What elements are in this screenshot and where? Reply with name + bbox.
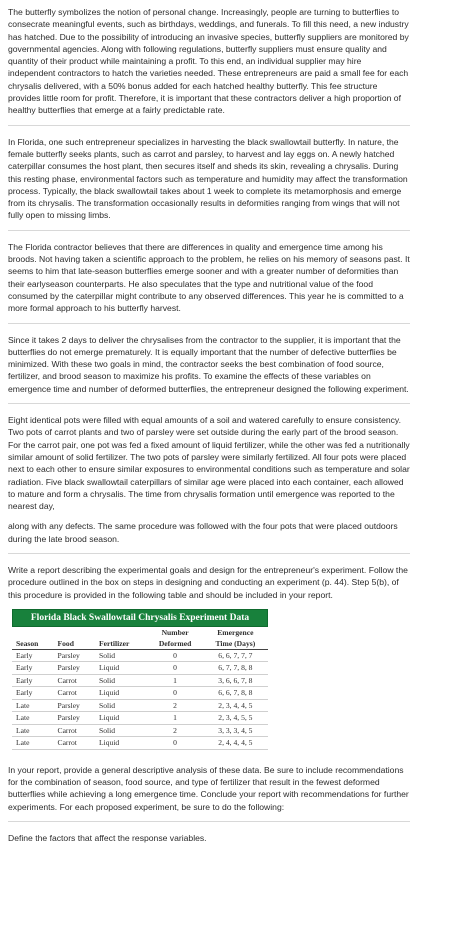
cell-fertilizer: Solid [95,674,147,687]
cell-deformed: 0 [147,737,202,750]
data-table [12,627,268,750]
cell-deformed: 0 [147,662,202,675]
paragraph-define-factors: Define the factors that affect the response variables. [8,833,207,844]
cell-fertilizer: Solid [95,724,147,737]
cell-season: Early [12,662,54,675]
cell-season: Late [12,724,54,737]
paragraph-divider [8,553,410,554]
cell-season: Late [12,699,54,712]
cell-fertilizer: Liquid [95,687,147,700]
cell-season: Late [12,737,54,750]
cell-deformed: 0 [147,649,202,662]
table-row [12,724,268,737]
header-deformed: Deformed [147,638,202,650]
cell-time: 2, 3, 4, 4, 5 [203,699,268,712]
cell-season: Early [12,687,54,700]
cell-time: 6, 6, 7, 7, 7 [203,649,268,662]
header-fertilizer: Fertilizer [95,638,147,650]
table-row [12,649,268,662]
header-row-top [12,627,268,638]
cell-deformed: 1 [147,712,202,725]
cell-fertilizer: Solid [95,699,147,712]
cell-time: 6, 6, 7, 8, 8 [203,687,268,700]
paragraph-goals: Since it takes 2 days to deliver the chrysalises from the contractor to the supplier, it is important that the butterflies do not emerge prematurely. It is equally important that the number of defective butterflies be minimized. With these two goals in mind, the contractor seeks the best combination of food source, fertilizer, and brood season to maximize his profits. To examine the effects of these variables on emergence time and number of deformed butterflies, the entrepreneur designed the following experiment. [8,334,409,394]
cell-fertilizer: Liquid [95,662,147,675]
paragraph-intro: The butterfly symbolizes the notion of personal change. Increasingly, people are turning to butterflies to consecrate meaningful events, such as birthdays, weddings, and funerals. To fill this need, a new industry has hatched. Due to the possibility of introducing an invasive species, butterfly suppliers are monitored by governmental agencies. Along with following regulations, butterfly suppliers must ensure quality and quantity of their product while maintaining a profit. To this end, an individual supplier may hire independent contractors to hatch the varieties needed. These entrepreneurs are paid a small fee for each chrysalis delivered, with a 50% bonus added for each hatched healthy butterfly. This fee structure provides little room for profit. Therefore, it is important that these contractors deliver a high proportion of healthy butterflies that emerge at a fairly predictable rate. [8,7,409,116]
header-food: Food [54,638,95,650]
cell-fertilizer: Liquid [95,737,147,750]
table-row [12,712,268,725]
table-row [12,737,268,750]
cell-time: 3, 6, 6, 7, 8 [203,674,268,687]
paragraph-divider [8,821,410,822]
cell-deformed: 2 [147,699,202,712]
cell-food: Carrot [54,724,95,737]
header-row-bottom [12,638,268,650]
paragraph-analysis-instructions: In your report, provide a general descriptive analysis of these data. Be sure to include recommendations for the combination of season, food source, and type of fertilizer that result in the fewest deformed butterflies while achieving a long emergence time. Conclude your report with recommendations for further experiments. For each proposed experiment, be sure to do the following: [8,764,409,812]
table-row [12,662,268,675]
paragraph-divider [8,323,410,324]
table-title: Florida Black Swallowtail Chrysalis Experiment Data [12,609,268,627]
header-season: Season [12,638,54,650]
paragraph-procedure: Eight identical pots were filled with equal amounts of a soil and watered carefully to ensure consistency. Two pots of carrot plants and two of parsley were set outside during the early part of the brood season. For the carrot pair, one pot was fed a fixed amount of liquid fertilizer, while the other was fed a nutritionally similar amount of solid fertilizer. The two pots of parsley were similarly fertilized. All four pots were placed next to each other to ensure similar exposures to environmental conditions such as temperature and solar radiation. Five black swallowtail caterpillars of similar age were placed into each container, each allowed to mature and form a chrysalis. The time from chrysalis formation until emergence was reported to the nearest day, [8,415,410,512]
cell-food: Parsley [54,649,95,662]
cell-deformed: 0 [147,687,202,700]
document-page [8,6,410,852]
report-guidance [8,764,410,844]
cell-fertilizer: Liquid [95,712,147,725]
cell-time: 3, 3, 3, 4, 5 [203,724,268,737]
header-emergence: Emergence [217,627,254,637]
paragraph-procedure-continued: along with any defects. The same procedure was followed with the four pots that were placed outdoors during the late brood season. [8,521,398,544]
paragraph-report-instructions: Write a report describing the experimental goals and design for the entrepreneur's experiment. Follow the procedure outlined in the box on steps in designing and conducting an experiment (p. 44). Step 5(b), of this procedure is provided in the following table and should be included in your report. [8,564,408,600]
header-time-days: Time (Days) [203,638,268,650]
cell-season: Late [12,712,54,725]
cell-food: Parsley [54,712,95,725]
cell-food: Carrot [54,687,95,700]
header-number: Number [161,627,189,637]
cell-food: Carrot [54,737,95,750]
cell-time: 2, 4, 4, 4, 5 [203,737,268,750]
cell-time: 2, 3, 4, 5, 5 [203,712,268,725]
experiment-data-table [12,609,268,750]
cell-time: 6, 7, 7, 8, 8 [203,662,268,675]
cell-food: Parsley [54,662,95,675]
table-row [12,687,268,700]
paragraph-contractor: The Florida contractor believes that there are differences in quality and emergence time among his broods. Not having taken a scientific approach to the problem, he relies on his memory of seasons past. It seems to him that late-season butterflies emerge sooner and with a greater number of deformities than their earlyseason counterparts. He also speculates that the type and nutritional value of the food consumed by the caterpillar might contribute to any observed differences. This year he is committed to a more formal approach to his butterfly harvest. [8,241,410,314]
paragraph-florida: In Florida, one such entrepreneur specializes in harvesting the black swallowtail butterfly. In nature, the female butterfly seeks plants, such as carrot and parsley, to harvest and lay eggs on. A newly hatched caterpillar consumes the host plant, then secures itself and sheds its skin, revealing a chrysalis. During this resting phase, environmental factors such as temperature and humidity may affect the transformation process. Typically, the black swallowtail takes about 1 week to complete its metamorphosis and emerge from its chrysalis. The transformation occasionally results in deformities ranging from wings that will not fully open to missing limbs. [8,136,408,221]
table-row [12,674,268,687]
paragraph-divider [8,403,410,404]
cell-season: Early [12,649,54,662]
cell-fertilizer: Solid [95,649,147,662]
cell-deformed: 1 [147,674,202,687]
paragraph-divider [8,230,410,231]
cell-food: Parsley [54,699,95,712]
cell-deformed: 2 [147,724,202,737]
cell-season: Early [12,674,54,687]
cell-food: Carrot [54,674,95,687]
table-row [12,699,268,712]
paragraph-divider [8,125,410,126]
